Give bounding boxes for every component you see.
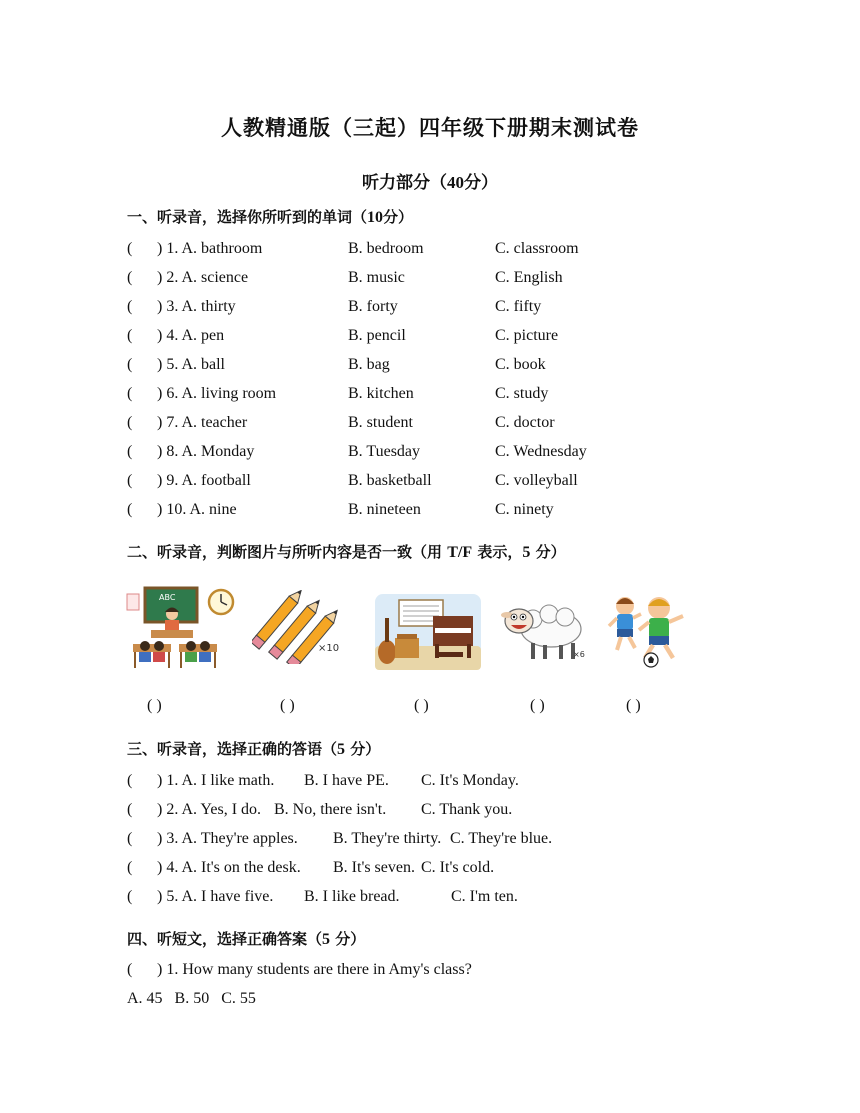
answer-bracket-4[interactable]: ( ) (530, 697, 545, 714)
music-room-picture (375, 594, 481, 670)
s4-question-1-options: A. 45 B. 50 C. 55 (127, 990, 256, 1007)
exam-title: 人教精通版（三起）四年级下册期末测试卷 (221, 116, 639, 140)
pencils-count-label: ×10 (318, 643, 340, 654)
section4-heading: 四、听短文，选择正确答案（5 分） (127, 930, 366, 948)
sheep-picture (499, 595, 589, 665)
answer-bracket-3[interactable]: ( ) (414, 697, 429, 714)
listening-part-title: 听力部分（40分） (362, 173, 498, 193)
sheep-count-label: ×6 (573, 650, 585, 659)
football-boys-picture (605, 592, 695, 670)
section1-heading: 一、听录音，选择你所听到的单词（10分） (127, 208, 414, 226)
answer-bracket-5[interactable]: ( ) (626, 697, 641, 714)
blackboard-abc-text: ABC (159, 593, 176, 602)
classroom-picture (125, 586, 237, 672)
answer-bracket-2[interactable]: ( ) (280, 697, 295, 714)
answer-bracket-1[interactable]: ( ) (147, 697, 162, 714)
section3-heading: 三、听录音，选择正确的答语（5 分） (127, 740, 381, 758)
pencils-picture (252, 590, 342, 664)
section2-heading: 二、听录音，判断图片与所听内容是否一致（用 T/F 表示，5 分） (127, 543, 566, 561)
